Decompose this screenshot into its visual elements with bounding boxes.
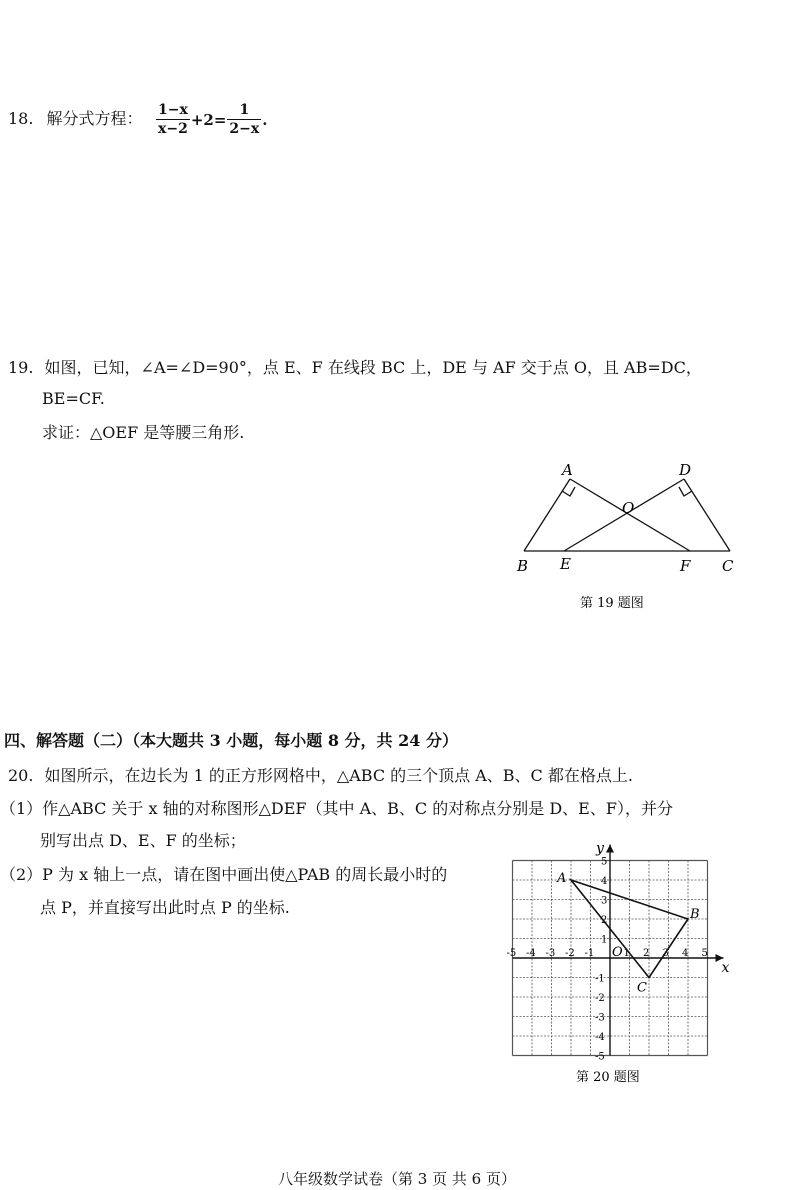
label-a: A <box>562 461 573 479</box>
x-tick-label: 3 <box>662 948 669 959</box>
x-tick-label: -5 <box>506 948 517 959</box>
label-c: C <box>722 557 734 575</box>
point-label-b: B <box>690 907 700 922</box>
x-tick-label: -3 <box>545 948 556 959</box>
q20-intro: 如图所示，在边长为 1 的正方形网格中，△ABC 的三个顶点 A、B、C 都在格点上. <box>44 766 633 785</box>
q19-text-line1: 如图，已知，∠A=∠D=90°，点 E、F 在线段 BC 上，DE 与 AF 交于点 O，且 AB=DC， <box>44 358 702 377</box>
x-tick-label: 4 <box>682 948 689 959</box>
y-tick-label: 1 <box>601 934 608 946</box>
q18-frac1-numerator: 1−x <box>158 102 188 118</box>
q20-caption: 第 20 题图 <box>576 1070 640 1085</box>
q18-plus-two-equals: +2= <box>190 110 227 129</box>
point-label-a: A <box>557 871 567 886</box>
q18-fraction-2 <box>227 101 261 138</box>
y-tick-label: 5 <box>601 856 608 868</box>
q18-text: 解分式方程： <box>46 109 143 128</box>
q18-frac2-denominator: 2−x <box>229 121 260 137</box>
q20-part2-line1: （2）P 为 x 轴上一点，请在图中画出使△PAB 的周长最小时的 <box>0 865 448 884</box>
x-tick-label: -1 <box>584 948 595 959</box>
y-axis-label: y <box>596 840 604 857</box>
q19-caption: 第 19 题图 <box>580 596 644 611</box>
triangle-abc <box>556 871 700 996</box>
label-e: E <box>560 555 571 573</box>
section-heading: 四、解答题（二）（本大题共 3 小题，每小题 8 分，共 24 分） <box>4 731 458 750</box>
q20-part1-line2: 别写出点 D、E、F 的坐标； <box>40 831 246 850</box>
q20-part1-line1: （1）作△ABC 关于 x 轴的对称图形△DEF（其中 A、B、C 的对称点分别是 D、E、F），并分 <box>0 799 673 818</box>
q20-part2-line2: 点 P，并直接写出此时点 P 的坐标. <box>40 898 290 917</box>
y-tick-label: 3 <box>601 895 608 907</box>
x-tick-label: 2 <box>643 948 650 959</box>
q18-line <box>8 108 143 130</box>
segment-ab <box>524 479 570 551</box>
y-tick-label: 4 <box>601 876 608 887</box>
x-axis-label: x <box>721 960 730 976</box>
q20-number: 20. <box>8 766 34 785</box>
y-tick-label: -5 <box>595 1051 605 1063</box>
y-tick-label: -3 <box>595 1012 605 1024</box>
x-tick-label: 1 <box>623 948 630 959</box>
q19-text-line2: BE=CF. <box>42 389 105 408</box>
q18-fraction-1 <box>156 101 190 138</box>
label-b: B <box>517 557 529 575</box>
x-tick-label: -4 <box>526 948 536 959</box>
q19-text-line3: 求证：△OEF 是等腰三角形. <box>42 423 245 442</box>
label-f: F <box>680 557 691 575</box>
y-tick-label: -2 <box>595 993 605 1004</box>
tick-labels <box>507 857 708 1063</box>
x-tick-label: -2 <box>565 948 575 959</box>
point-label-c: C <box>637 980 647 996</box>
label-o: O <box>622 499 635 517</box>
segment-dc <box>684 479 730 551</box>
y-tick-label: -4 <box>595 1032 605 1043</box>
q18-equation <box>156 101 268 138</box>
label-d: D <box>679 461 692 479</box>
q18-number: 18. <box>8 109 34 128</box>
q20-intro-line <box>8 765 633 787</box>
y-tick-label: 2 <box>601 915 608 926</box>
q18-frac1-denominator: x−2 <box>158 121 188 137</box>
q18-period: . <box>262 110 268 129</box>
q19-figure <box>500 455 760 625</box>
y-tick-label: -1 <box>595 973 605 985</box>
q20-coordinate-grid-figure <box>500 828 740 1090</box>
q19-line1 <box>8 357 702 379</box>
q18-frac2-numerator: 1 <box>227 101 261 120</box>
y-axis-arrow <box>606 845 614 853</box>
origin-label: O <box>612 945 623 960</box>
page-footer: 八年级数学试卷（第 3 页 共 6 页） <box>278 1170 516 1188</box>
x-tick-label: 5 <box>701 948 708 959</box>
q19-number: 19. <box>8 358 34 377</box>
